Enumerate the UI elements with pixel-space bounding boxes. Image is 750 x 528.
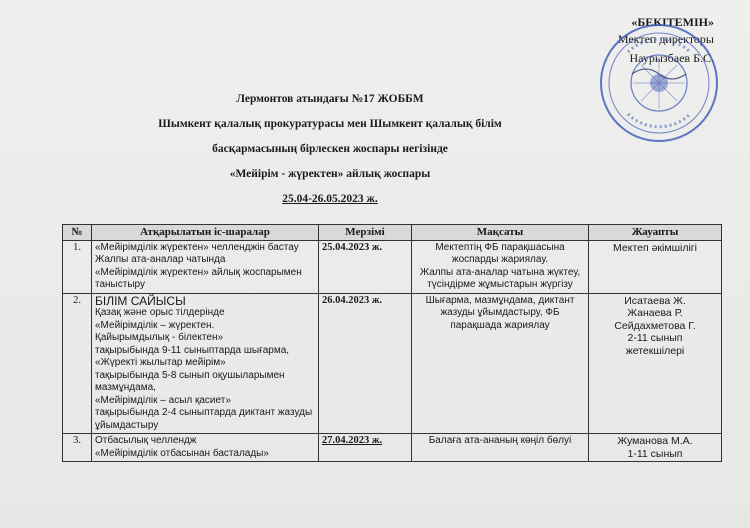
approval-position: Мектеп директоры	[617, 32, 714, 46]
activity-line: Қазақ және орыс тілдерінде	[95, 307, 225, 318]
responsible-line: жетекшілері	[625, 344, 685, 357]
responsible-line: 2-11 сынып	[627, 332, 683, 344]
document-heading	[150, 93, 510, 218]
table-header-row	[63, 225, 722, 241]
row-responsible	[589, 240, 722, 293]
approval-title: «БЕКІТЕМІН»	[631, 15, 714, 29]
school-name: Лермонтов атындағы №17 ЖОББМ	[236, 93, 424, 105]
responsible-line: Мектеп әкімшілігі	[613, 241, 697, 254]
row-goal	[412, 434, 589, 462]
row-date: 25.04.2023 ж.	[319, 240, 412, 293]
activity-line: «Жүректі жылытар мейірім»	[95, 357, 226, 368]
official-stamp-icon	[598, 22, 720, 144]
row-responsible	[589, 434, 722, 462]
activity-line: БІЛІМ САЙЫСЫ	[95, 293, 186, 308]
activity-line: «Мейірімділік – асыл қасиет»	[95, 394, 231, 406]
row-goal	[412, 293, 589, 434]
responsible-line: 1-11 сынып	[627, 447, 683, 460]
row-date: 27.04.2023 ж.	[319, 434, 412, 462]
plan-table	[62, 224, 722, 462]
row-responsible	[589, 293, 722, 434]
table-row	[63, 293, 722, 434]
row-goal	[412, 240, 589, 293]
activity-line: «Мейірімділік – жүректен.	[95, 319, 215, 331]
row-number: 1.	[63, 240, 92, 293]
activity-line: тақырыбында 9-11 сыныптарда шығарма,	[95, 344, 290, 356]
joint-plan-line: Шымкент қалалық прокуратурасы мен Шымкент қалалық білім	[158, 118, 502, 130]
table-row	[63, 434, 722, 462]
goal-line: Жалпы ата-аналар чатына жүктеу, түсіндірме жұмыстарын жүргізу	[419, 266, 581, 290]
row-activity	[92, 434, 319, 462]
row-number: 2.	[63, 293, 92, 434]
col-responsible: Жауапты	[589, 225, 722, 241]
goal-line: Мектептің ФБ парақшасына жоспарды жариялау.	[435, 241, 565, 265]
responsible-line: Сейдахметова Г.	[614, 319, 696, 332]
plan-title: «Мейірім - жүректен» айлық жоспары	[229, 168, 431, 180]
approval-name: Наурызбаев Б.С.	[629, 51, 714, 65]
activity-line: тақырыбында 5-8 сынып оқушыларымен мазмұндама,	[95, 369, 285, 393]
joint-plan-line-2: басқармасының бірлескен жоспары негізінде	[212, 143, 448, 155]
responsible-line: Исатаева Ж.	[624, 294, 686, 307]
activity-line: тақырыбында 2-4 сыныптарда диктант жазуды ұйымдастыру	[95, 407, 313, 431]
col-number: №	[63, 225, 92, 241]
activity-line: Отбасылық челлендж	[95, 435, 197, 446]
activity-line: «Мейірімділік отбасынан басталады»	[95, 447, 269, 459]
activity-line: «Мейірімділік жүректен» айлық жоспарымен таныстыру	[95, 266, 302, 290]
row-date: 26.04.2023 ж.	[319, 293, 412, 434]
table-row	[63, 240, 722, 293]
activity-line: Қайырымдылық - білектен»	[95, 332, 224, 343]
plan-period: 25.04-26.05.2023 ж.	[282, 193, 378, 205]
col-goal: Мақсаты	[412, 225, 589, 241]
activity-line: «Мейірімділік жүректен» челленджін бастау	[95, 241, 299, 253]
col-activities: Атқарылатын іс-шаралар	[92, 225, 319, 241]
col-date: Мерзімі	[319, 225, 412, 241]
row-number: 3.	[63, 434, 92, 462]
goal-line: Балаға ата-ананың көңіл бөлуі	[428, 435, 572, 446]
activity-line: Жалпы ата-аналар чатында	[95, 254, 226, 265]
row-activity	[92, 293, 319, 434]
goal-line: Шығарма, мазмұндама, диктант жазуды ұйымдастыру, ФБ парақшада жариялау	[425, 294, 575, 331]
responsible-line: Жанаева Р.	[627, 307, 683, 319]
row-activity	[92, 240, 319, 293]
responsible-line: Жуманова М.А.	[617, 435, 693, 447]
